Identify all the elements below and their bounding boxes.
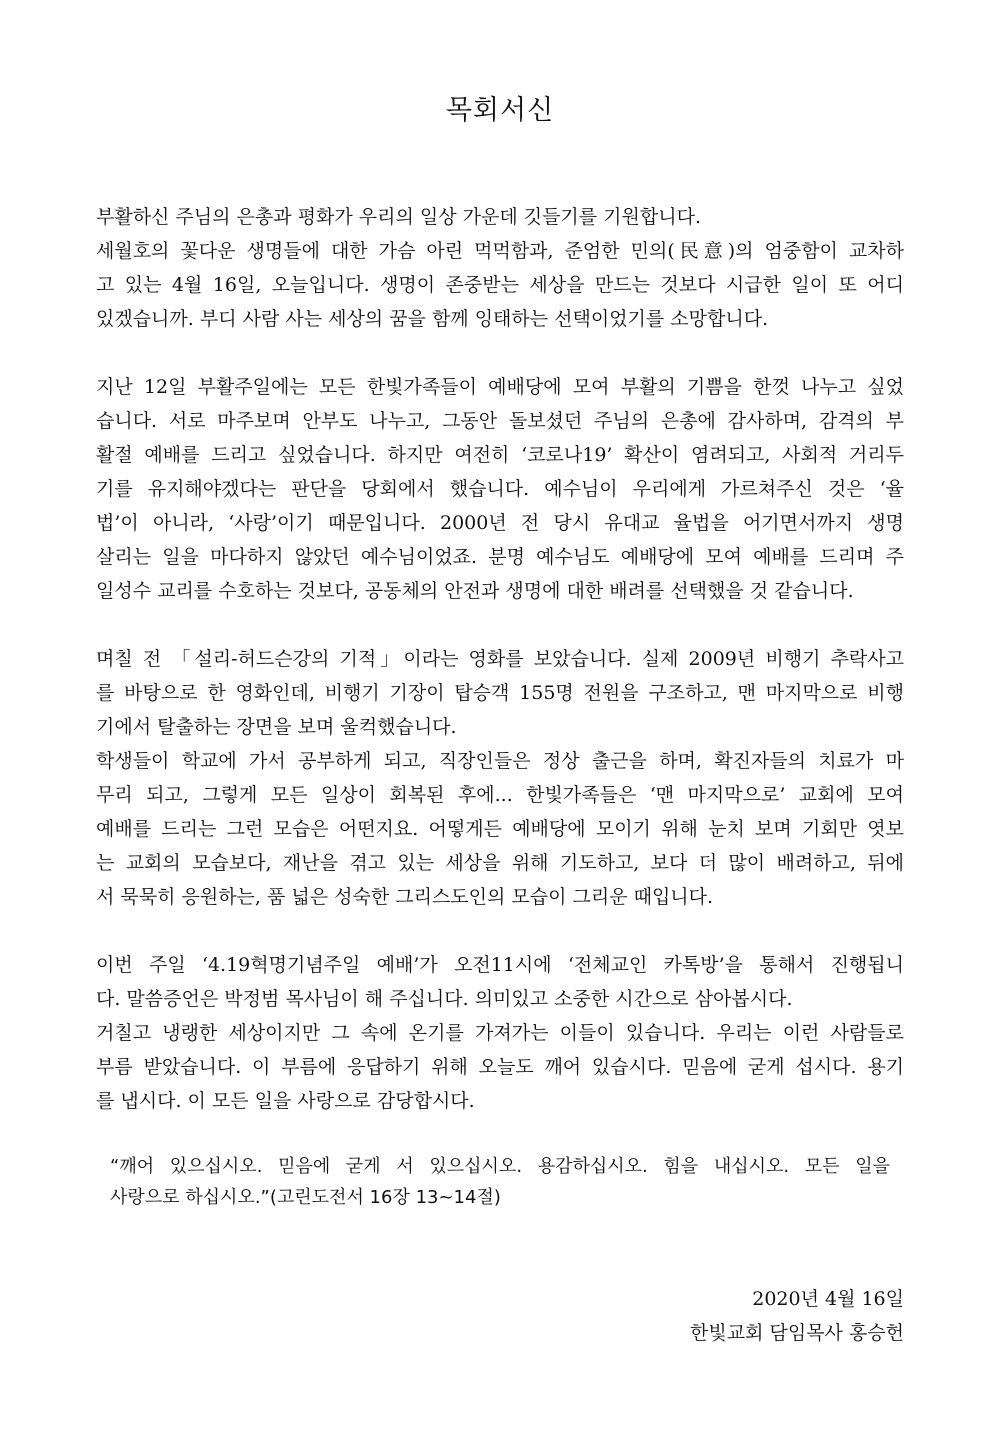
- text-line: 이번 주일 ‘4.19혁명기념주일 예배’가 오전11시에 ‘전체교인 카톡방’을 통해서 진행됩니: [96, 954, 904, 976]
- text-line: 일성수 교리를 수호하는 것보다, 공동체의 안전과 생명에 대한 배려를 선택했을 것 같습니다.: [96, 580, 854, 602]
- text-line: 며칠 전 「설리-허드슨강의 기적」이라는 영화를 보았습니다. 실제 2009년 비행기 추락사고: [96, 648, 904, 670]
- text-line: 부활하신 주님의 은총과 평화가 우리의 일상 가운데 깃들기를 기원합니다.: [96, 206, 701, 228]
- text-line: 기를 유지해야겠다는 판단을 당회에서 했습니다. 예수님이 우리에게 가르쳐주신 것은 ‘율: [96, 478, 904, 500]
- text-line: 있겠습니까. 부디 사람 사는 세상의 꿈을 함께 잉태하는 선택이었기를 소망합니다.: [96, 308, 769, 330]
- text-line: 는 교회의 모습보다, 재난을 겪고 있는 세상을 위해 기도하고, 보다 더 많이 배려하고, 뒤에: [96, 852, 904, 874]
- text-line: 거칠고 냉랭한 세상이지만 그 속에 온기를 가져가는 이들이 있습니다. 우리는 이런 사람들로: [96, 1022, 904, 1044]
- text-line: 부름 받았습니다. 이 부름에 응답하기 위해 오늘도 깨어 있습시다. 믿음에 굳게 섭시다. 용기: [96, 1056, 904, 1078]
- page-title: 목회서신: [445, 95, 555, 126]
- text-line: 습니다. 서로 마주보며 안부도 나누고, 그동안 돌보셨던 주님의 은총에 감사하며, 감격의 부: [96, 410, 904, 432]
- scripture-quote-line: 사랑으로 하십시오.”(고린도전서 16장 13~14절): [110, 1187, 501, 1208]
- text-line: 활절 예배를 드리고 싶었습니다. 하지만 여전히 ‘코로나19’ 확산이 염려되고, 사회적 거리두: [96, 444, 904, 466]
- letter-date: 2020년 4월 16일: [752, 1288, 904, 1310]
- text-line: 세월호의 꽃다운 생명들에 대한 가슴 아린 먹먹함과, 준엄한 민의(民意)의 엄중함이 교차하: [96, 240, 904, 262]
- text-line: 법’이 아니라, ‘사랑’이기 때문입니다. 2000년 전 당시 유대교 율법을 어기면서까지 생명: [96, 512, 904, 534]
- text-line: 기에서 탈출하는 장면을 보며 울컥했습니다.: [96, 716, 457, 738]
- text-line: 살리는 일을 마다하지 않았던 예수님이었죠. 분명 예수님도 예배당에 모여 예배를 드리며 주: [96, 546, 904, 568]
- letter-author: 한빛교회 담임목사 홍승헌: [690, 1322, 904, 1344]
- text-line: 를 냅시다. 이 모든 일을 사랑으로 감당합시다.: [96, 1090, 475, 1112]
- text-line: 고 있는 4월 16일, 오늘입니다. 생명이 존중받는 세상을 만드는 것보다 시급한 일이 또 어디: [96, 274, 904, 296]
- text-line: 예배를 드리는 그런 모습은 어떤지요. 어떻게든 예배당에 모이기 위해 눈치 보며 기회만 엿보: [96, 818, 904, 840]
- text-line: 무리 되고, 그렇게 모든 일상이 회복된 후에... 한빛가족들은 ‘맨 마지막으로’ 교회에 모여: [96, 784, 904, 806]
- text-line: 를 바탕으로 한 영화인데, 비행기 기장이 탑승객 155명 전원을 구조하고, 맨 마지막으로 비행: [96, 682, 904, 704]
- text-line: 지난 12일 부활주일에는 모든 한빛가족들이 예배당에 모여 부활의 기쁨을 한껏 나누고 싶었: [96, 376, 904, 398]
- scripture-quote-line: “깨어 있으십시오. 믿음에 굳게 서 있으십시오. 용감하십시오. 힘을 내십시오. 모든 일을: [110, 1156, 890, 1177]
- text-line: 서 묵묵히 응원하는, 품 넓은 성숙한 그리스도인의 모습이 그리운 때입니다.: [96, 886, 714, 908]
- text-line: 학생들이 학교에 가서 공부하게 되고, 직장인들은 정상 출근을 하며, 확진자들의 치료가 마: [96, 750, 904, 772]
- text-line: 다. 말씀증언은 박정범 목사님이 해 주십니다. 의미있고 소중한 시간으로 삼아봅시다.: [96, 988, 793, 1010]
